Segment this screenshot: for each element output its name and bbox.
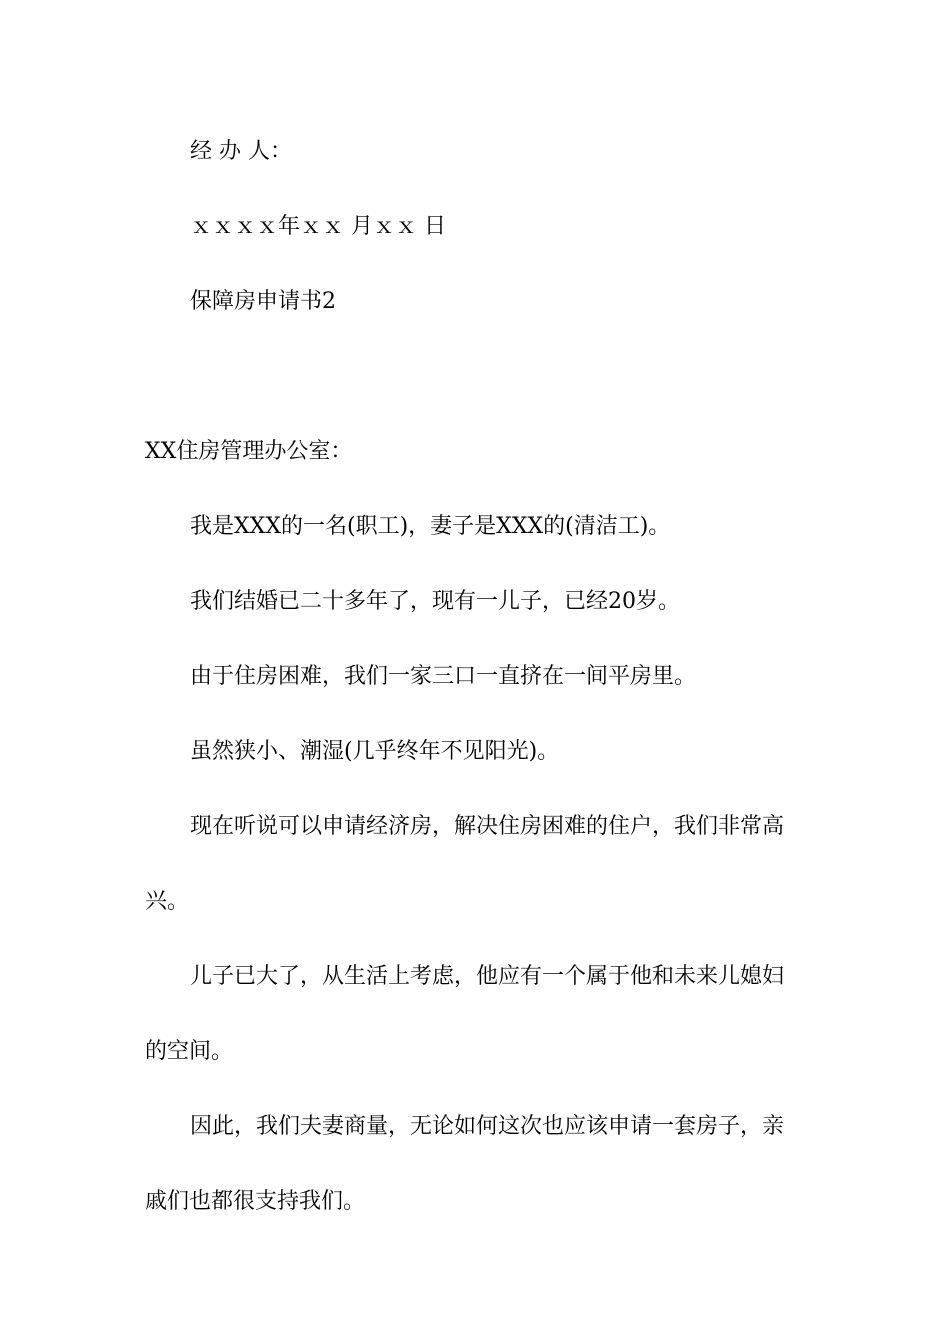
paragraph: 虽然狭小、潮湿(几乎终年不见阳光)。: [190, 739, 560, 764]
handler-label: 经 办 人：: [190, 139, 292, 164]
paragraph: 我是XXX的一名(职工)，妻子是XXX的(清洁工)。: [190, 514, 671, 539]
paragraph-continuation: 戚们也都很支持我们。: [145, 1189, 366, 1214]
paragraph: 儿子已大了，从生活上考虑，他应有一个属于他和未来儿媳妇: [190, 964, 785, 989]
paragraph: 我们结婚已二十多年了，现有一儿子，已经20岁。: [190, 589, 680, 614]
paragraph: 现在听说可以申请经济房，解决住房困难的住户，我们非常高: [190, 814, 785, 839]
date-line: ｘｘｘｘ年ｘｘ 月ｘｘ 日: [190, 214, 446, 239]
paragraph: 因此，我们夫妻商量，无论如何这次也应该申请一套房子，亲: [190, 1114, 785, 1139]
paragraph: 由于住房困难，我们一家三口一直挤在一间平房里。: [190, 664, 697, 689]
paragraph-continuation: 兴。: [145, 889, 190, 914]
paragraph-continuation: 的空间。: [145, 1039, 234, 1064]
addressee: XX住房管理办公室：: [145, 439, 353, 464]
section-title: 保障房申请书2: [190, 289, 336, 314]
